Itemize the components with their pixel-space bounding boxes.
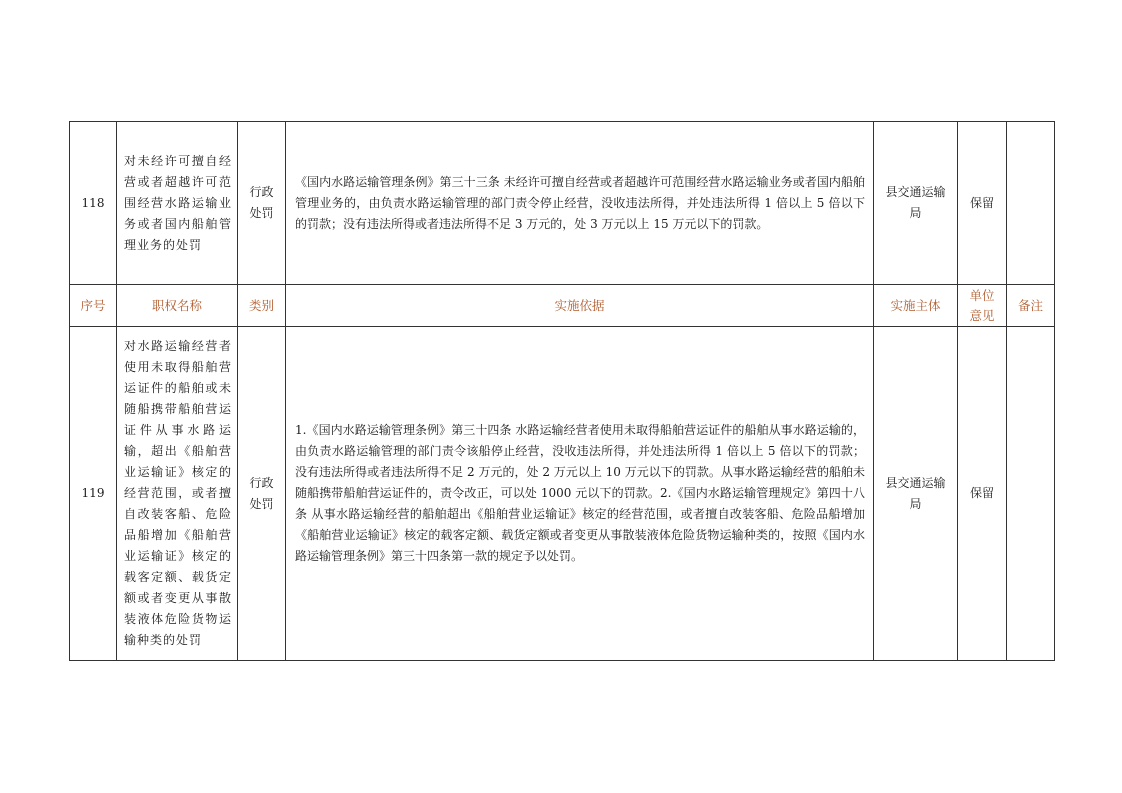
header-subject: 实施主体: [874, 285, 958, 327]
header-name: 职权名称: [117, 285, 238, 327]
basis-cell: 《国内水路运输管理条例》第三十三条 未经许可擅自经营或者超越许可范围经营水路运输业务或者国内船舶管理业务的，由负责水路运输管理的部门责令停止经营，没收违法所得，并处违法所得 1 倍以上 5 倍以下的罚款；没有违法所得或者违法所得不足 3 万元的，处 3 万元以上 15 万元以下的罚款。: [286, 122, 874, 285]
header-seq: 序号: [70, 285, 117, 327]
header-opinion: [958, 285, 1007, 327]
subject-cell: [874, 122, 958, 285]
table-row: [70, 327, 1055, 661]
power-name-cell: [117, 122, 238, 285]
header-opinion-text: 单位意见: [969, 287, 995, 323]
subject-cell: [874, 327, 958, 661]
subject-text: 县交通运输局: [885, 185, 946, 220]
basis-cell: 1.《国内水路运输管理条例》第三十四条 水路运输经营者使用未取得船舶营运证件的船舶从事水路运输的，由负责水路运输管理的部门责令该船停止经营，没收违法所得，并处违法所得 1 倍以上 5 倍以下的罚款；没有违法所得或者违法所得不足 2 万元的，处 2 万元以上 10 万元以下的罚款。从事水路运输经营的船舶未随船携带船舶营运证件的，责令改正，可以处 1000 元以下的罚款。2.《国内水路运输管理规定》第四十八条 从事水路运输经营的船舶超出《船舶营业运输证》核定的经营范围，或者擅自改装客船、危险品船增加《船舶营业运输证》核定的载客定额、载货定额或者变更从事散装液体危险货物运输种类的，按照《国内水路运输管理条例》第三十四条第一款的规定予以处罚。: [286, 327, 874, 661]
power-name-text: 对水路运输经营者使用未取得船舶营运证件的船舶或未随船携带船舶营运证件从事水路运输，超出《船舶营业运输证》核定的经营范围，或者擅自改装客船、危险品船增加《船舶营业运输证》核定的载客定额、载货定额或者变更从事散装液体危险货物运输种类的处罚: [124, 339, 232, 647]
remark-cell: [1007, 122, 1055, 285]
seq-cell: 119: [70, 327, 117, 661]
table-row: [70, 122, 1055, 285]
category-cell: [238, 327, 286, 661]
header-basis: 实施依据: [286, 285, 874, 327]
remark-cell: [1007, 327, 1055, 661]
power-name-cell: [117, 327, 238, 661]
header-remark: 备注: [1007, 285, 1055, 327]
category-cell: [238, 122, 286, 285]
seq-cell: 118: [70, 122, 117, 285]
opinion-cell: 保留: [958, 327, 1007, 661]
subject-text: 县交通运输局: [885, 475, 946, 511]
table-header-row: [70, 285, 1055, 327]
category-text: 行政处罚: [249, 185, 274, 220]
power-list-table: [69, 121, 1055, 661]
category-text: 行政处罚: [249, 475, 274, 511]
opinion-cell: 保留: [958, 122, 1007, 285]
power-name-text: 对未经许可擅自经营或者超越许可范围经营水路运输业务或者国内船舶管理业务的处罚: [124, 153, 232, 252]
header-category: 类别: [238, 285, 286, 327]
